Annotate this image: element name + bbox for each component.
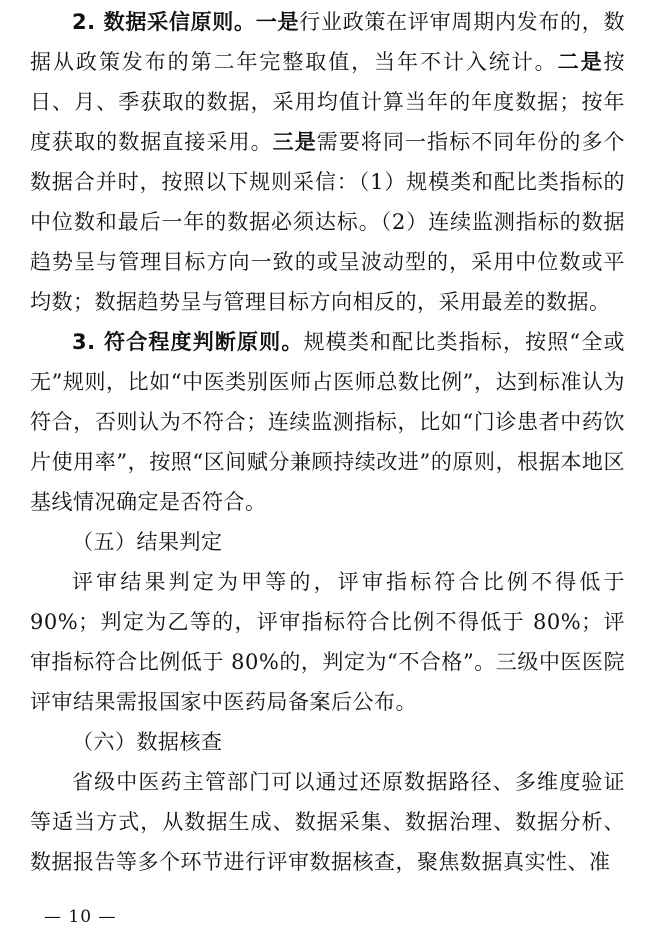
page-number: — 10 — — [44, 907, 117, 927]
section-title-result-determination: （五）结果判定 — [72, 530, 223, 554]
paragraph-result-determination: 评审结果判定为甲等的，评审指标符合比例不得低于 90%；判定为乙等的，评审指标符合比例不得低于 80%；评审指标符合比例低于 80%的，判定为“不合格”。三级中医医院评审结果需报国家中医药局备案后公布。 — [30, 570, 625, 714]
paragraph-data-adoption-principle — [30, 2, 625, 322]
paragraph-data-verification: 省级中医药主管部门可以通过还原数据路径、多维度验证等适当方式，从数据生成、数据采集、数据治理、数据分析、数据报告等多个环节进行评审数据核查，聚焦数据真实性、准 — [30, 770, 625, 874]
paragraph-heading: 3. 符合程度判断原则。 — [72, 330, 304, 354]
point-lead-1: 一是 — [255, 10, 300, 34]
paragraph-heading: 2. 数据采信原则。 — [72, 10, 256, 34]
point-text-2: 按日、月、季获取的数据，采用均值计算当年的年度数据；按年度获取的数据直接采用。 — [30, 50, 626, 154]
paragraph-text: 规模类和配比类指标，按照“全或无”规则，比如“中医类别医师占医师总数比例”，达到标准认为符合，否则认为不符合；连续监测指标，比如“门诊患者中药饮片使用率”，按照“区间赋分兼顾持续改进”的原则，根据本地区基线情况确定是否符合。 — [30, 330, 625, 514]
point-lead-3: 三是 — [272, 130, 317, 154]
point-text-3: 需要将同一指标不同年份的多个数据合并时，按照以下规则采信：（1）规模类和配比类指标的中位数和最后一年的数据必须达标。（2）连续监测指标的数据趋势呈与管理目标方向一致的或呈波动型的，采用中位数或平均数；数据趋势呈与管理目标方向相反的，采用最差的数据。 — [30, 130, 626, 314]
paragraph-conformity-judgment — [30, 322, 625, 522]
section-title-data-verification: （六）数据核查 — [72, 730, 223, 754]
document-page — [30, 0, 625, 882]
point-text-1: 行业政策在评审周期内发布的，数据从政策发布的第二年完整取值，当年不计入统计。 — [30, 10, 625, 74]
point-lead-2: 二是 — [557, 50, 604, 74]
